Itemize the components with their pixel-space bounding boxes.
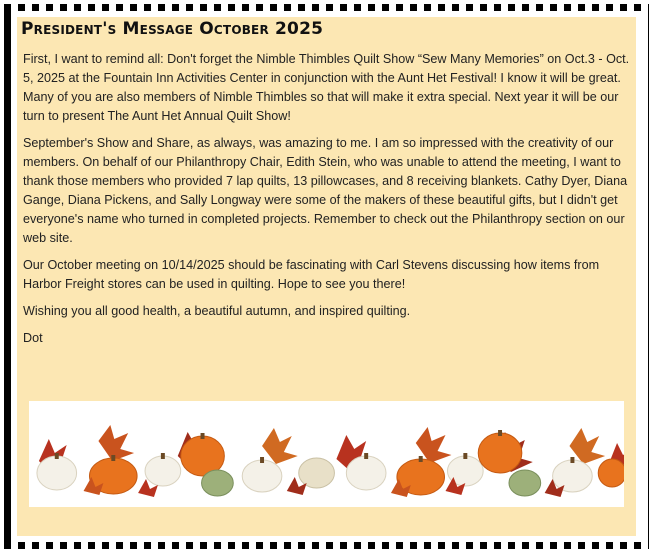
paragraph-quilt-show: First, I want to remind all: Don't forget the Nimble Thimbles Quilt Show “Sew Many Memories” on Oct.3 - Oct. 5, 2025 at the Fountain Inn Activities Center in conjunction with the Aunt Het Festival! I know it will be great. Many of you are also members of Nimble Thimbles so that will make it extra special. Next year it will be our turn to present The Aunt Het Annual Quilt Show! — [23, 52, 630, 123]
paragraph-show-and-share: September's Show and Share, as always, was amazing to me. I am so impressed with the creativity of our members. On behalf of our Philanthropy Chair, Edith Stein, who was unable to attend the meeting, I want to thank those members who provided 7 lap quilts, 13 pillowcases, and 8 receiving blankets. Cathy Dyer, Diana Gange, Diana Pickens, and Sally Longway were some of the makers of these beautiful gifts, but I didn't get everyone's name who turned in completed projects. Remember to check out the Philanthropy section on our web site. — [23, 136, 628, 245]
pumpkins — [37, 433, 624, 496]
message-body — [23, 50, 633, 356]
paragraph-october-meeting: Our October meeting on 10/14/2025 should be fascinating with Carl Stevens discussing how items from Harbor Freight stores can be used in quilting. Hope to see you there! — [23, 258, 600, 291]
signature: Dot — [23, 331, 43, 345]
pumpkin-garland-illustration — [29, 401, 624, 507]
checkered-border-frame — [4, 4, 649, 549]
paragraph-wishes: Wishing you all good health, a beautiful autumn, and inspired quilting. — [23, 304, 411, 318]
page-title: President's Message October 2025 — [21, 19, 324, 39]
message-panel — [17, 17, 636, 536]
autumn-pumpkin-border-image — [29, 401, 624, 507]
